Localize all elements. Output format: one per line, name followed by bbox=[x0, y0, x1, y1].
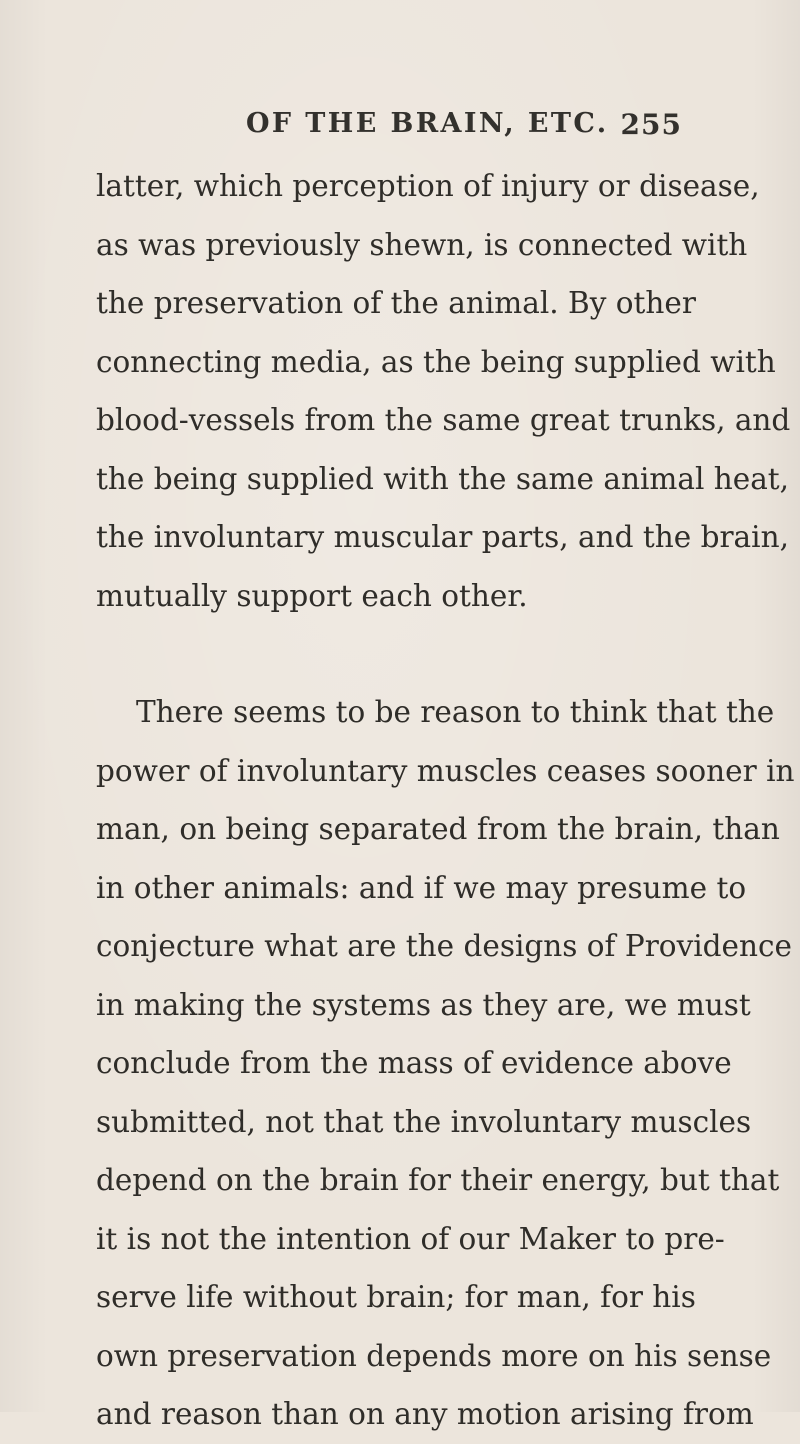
text-line: power of involuntary muscles ceases sooner in bbox=[96, 753, 795, 788]
text-line: in making the systems as they are, we must bbox=[96, 987, 751, 1022]
text-line: it is not the intention of our Maker to pre- bbox=[96, 1221, 725, 1256]
text-line: the being supplied with the same animal heat, bbox=[96, 461, 790, 496]
text-line: the involuntary muscular parts, and the brain, bbox=[96, 520, 789, 554]
body-text bbox=[96, 157, 795, 1444]
text-line: own preservation depends more on his sense bbox=[96, 1338, 772, 1373]
paragraph-2 bbox=[96, 683, 795, 1444]
paragraph-gap bbox=[96, 625, 691, 683]
text-line: There seems to be reason to think that the bbox=[136, 695, 775, 729]
text-line: submitted, not that the involuntary muscles bbox=[96, 1104, 752, 1139]
text-line: connecting media, as the being supplied with bbox=[96, 344, 776, 379]
text-line: in other animals: and if we may presume to bbox=[96, 870, 747, 905]
text-line: as was previously shewn, is connected with bbox=[96, 227, 748, 262]
text-line: conjecture what are the designs of Providence bbox=[96, 929, 792, 963]
text-line: mutually support each other. bbox=[96, 578, 528, 613]
text-line: the preservation of the animal. By other bbox=[96, 286, 696, 320]
running-title: OF THE BRAIN, ETC. bbox=[246, 108, 609, 139]
text-line: latter, which perception of injury or disease, bbox=[96, 169, 760, 203]
text-line: depend on the brain for their energy, but that bbox=[96, 1163, 780, 1197]
paragraph-1 bbox=[96, 157, 791, 625]
text-line: serve life without brain; for man, for his bbox=[96, 1280, 696, 1314]
page-number: 255 bbox=[620, 108, 682, 141]
text-line: man, on being separated from the brain, than bbox=[96, 812, 780, 846]
text-line: and reason than on any motion arising from bbox=[96, 1397, 754, 1431]
text-line: blood-vessels from the same great trunks, and bbox=[96, 403, 791, 437]
running-head bbox=[0, 104, 800, 148]
text-line: conclude from the mass of evidence above bbox=[96, 1046, 732, 1080]
